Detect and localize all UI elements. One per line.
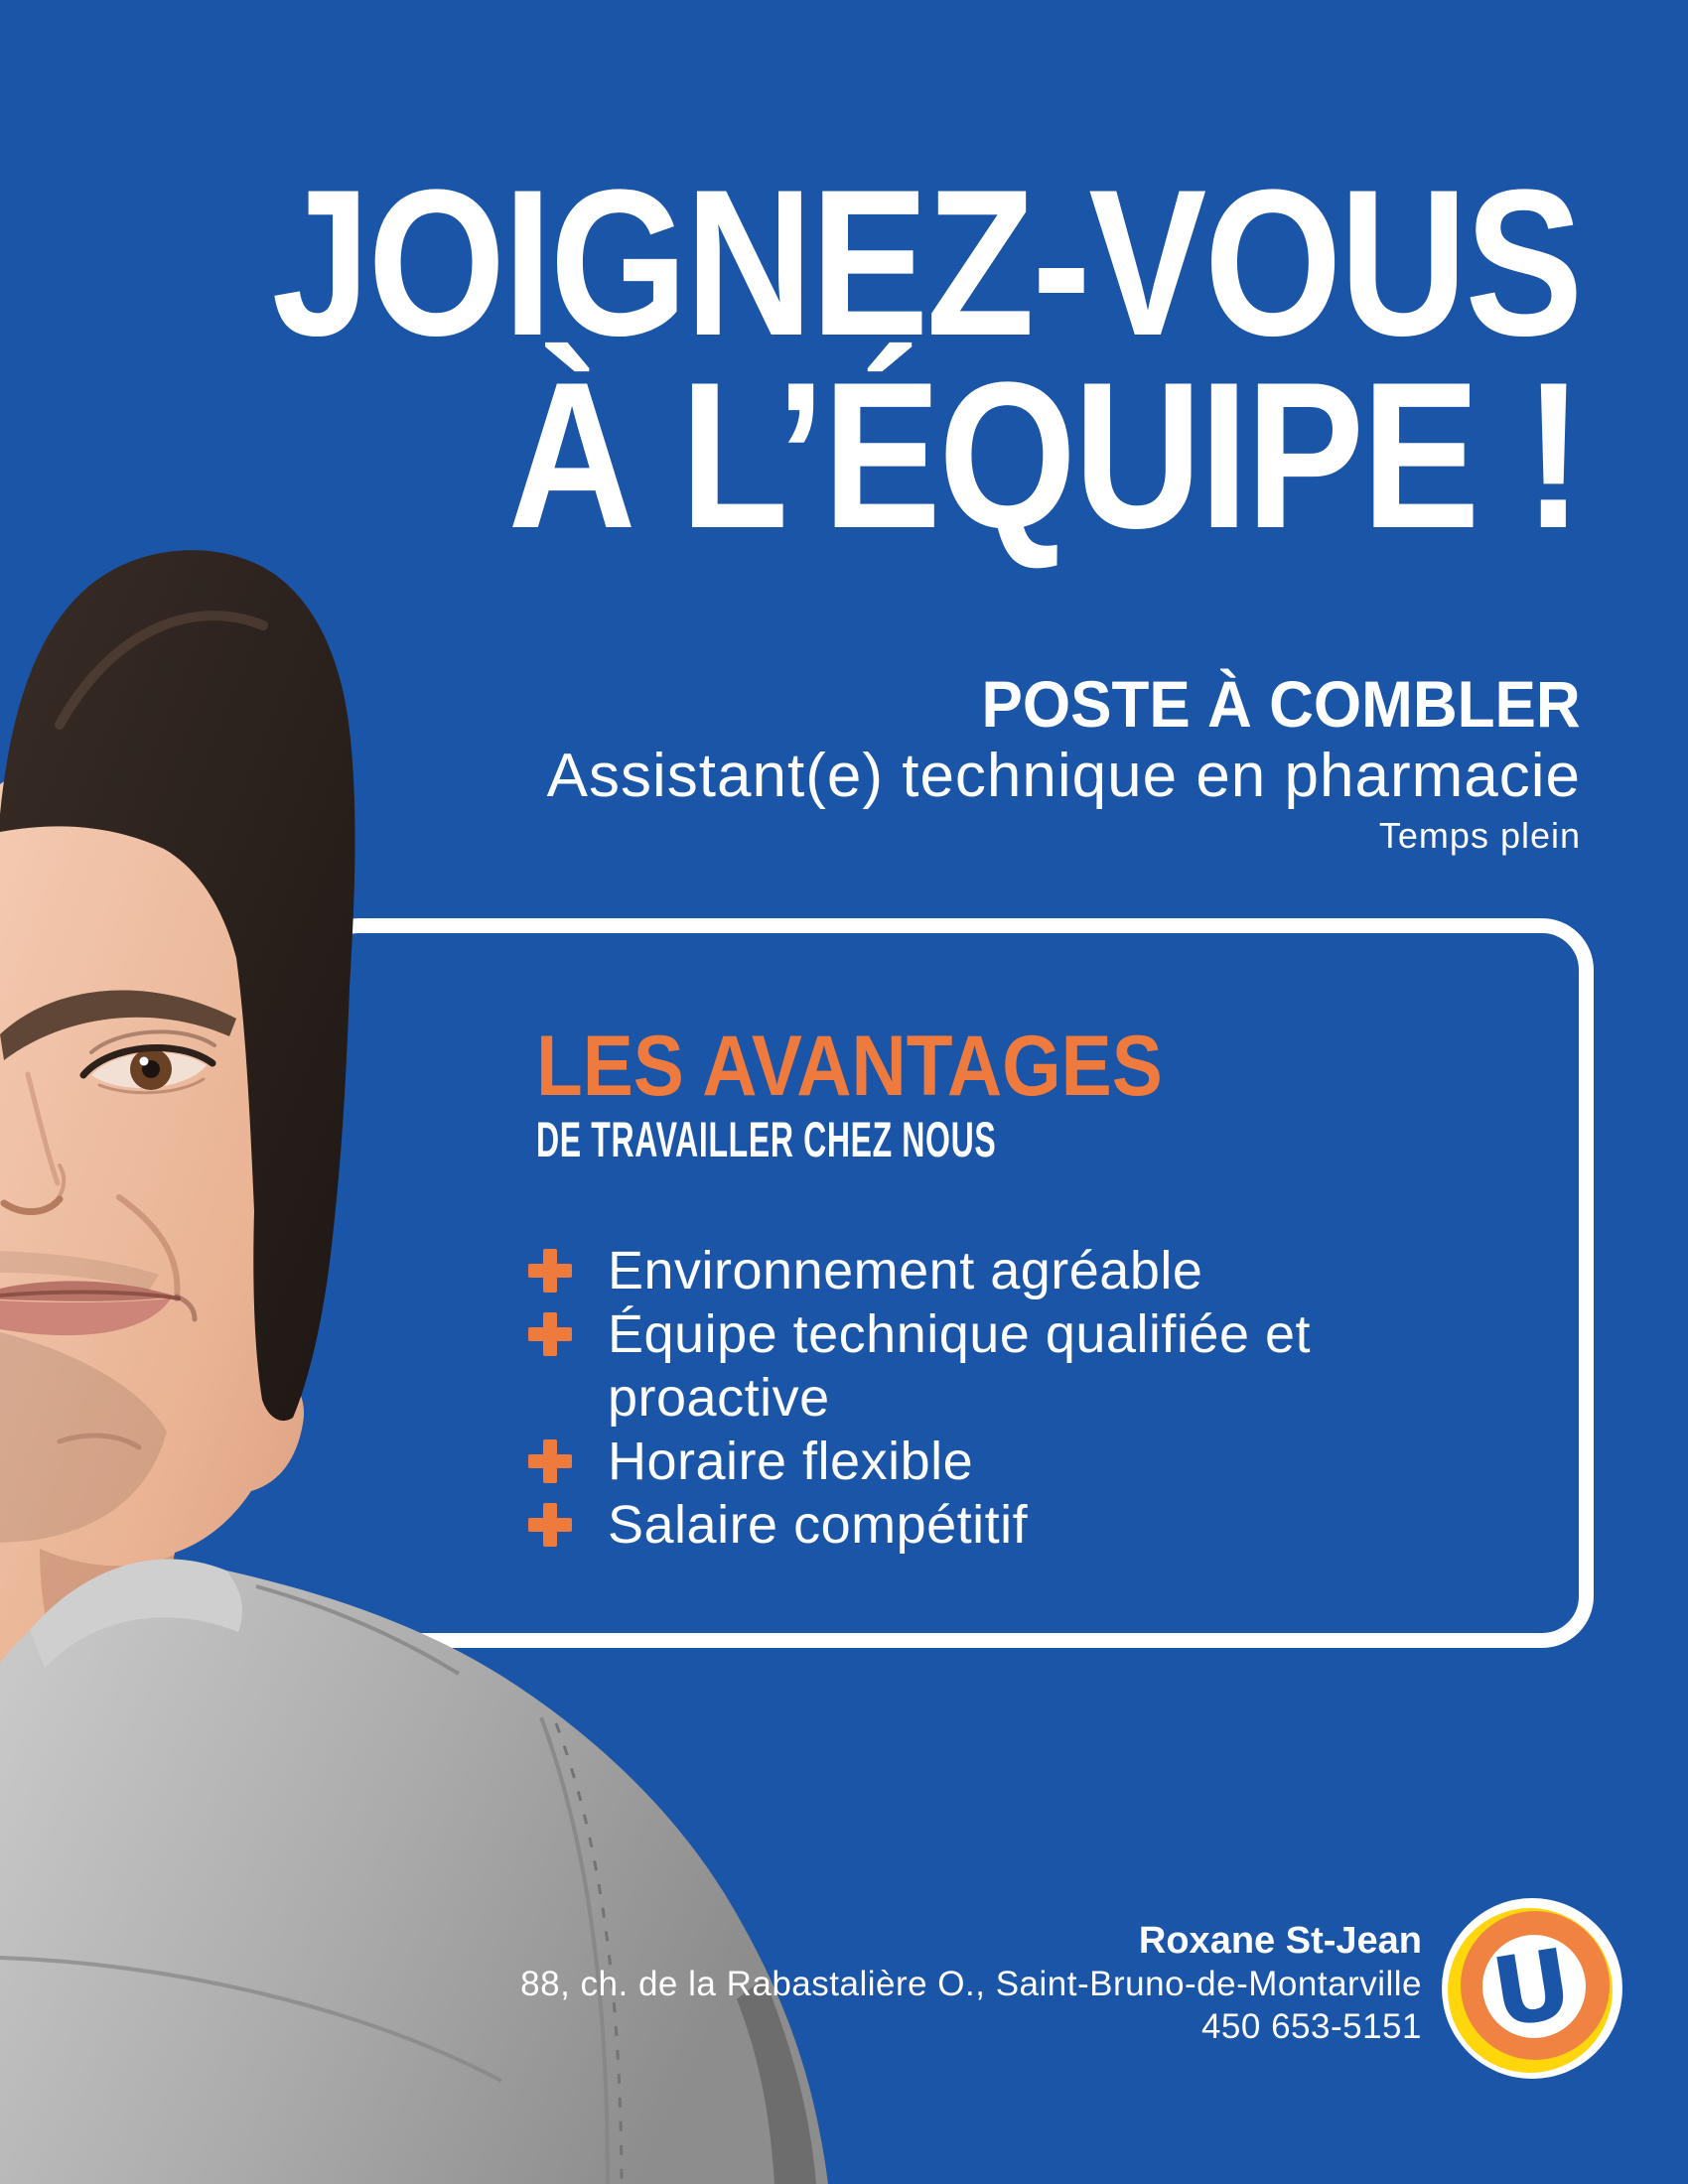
- contact-address: 88, ch. de la Rabastalière O., Saint-Bruno-de-Montarville: [520, 1965, 1422, 2003]
- position-heading: POSTE À COMBLER: [981, 667, 1581, 741]
- position-role: Assistant(e) technique en pharmacie: [546, 742, 1581, 810]
- list-item-label: Salaire compétitif: [608, 1495, 1029, 1555]
- contact-block: [520, 1920, 1422, 2048]
- advantages-heading: LES AVANTAGES: [536, 1019, 1163, 1114]
- advantages-list: [528, 1239, 1427, 1557]
- headline-line1: JOIGNEZ-VOUS: [271, 146, 1581, 379]
- headline: [41, 146, 1581, 572]
- list-item: [528, 1239, 1427, 1302]
- plus-icon: [528, 1249, 572, 1293]
- plus-icon: [528, 1503, 572, 1547]
- position-schedule: Temps plein: [1378, 815, 1581, 856]
- logo-letter: U: [1484, 1927, 1580, 2050]
- list-item: [528, 1430, 1427, 1493]
- plus-icon: [528, 1439, 572, 1483]
- contact-phone: 450 653-5151: [1200, 2007, 1422, 2046]
- list-item-label: Horaire flexible: [608, 1432, 974, 1491]
- list-item-label: Environnement agréable: [608, 1241, 1203, 1300]
- eye-highlight: [140, 1057, 149, 1066]
- list-item-label: Équipe technique qualifiée et proactive: [608, 1304, 1312, 1428]
- uniprix-logo: [1442, 1898, 1622, 2079]
- contact-name: Roxane St-Jean: [1138, 1920, 1422, 1962]
- shirt: [0, 1566, 828, 2184]
- list-item: [528, 1302, 1427, 1430]
- list-item: [528, 1493, 1427, 1557]
- plus-icon: [528, 1312, 572, 1356]
- headline-line2: À L’ÉQUIPE !: [507, 339, 1581, 572]
- advantages-subheading: DE TRAVAILLER CHEZ NOUS: [536, 1112, 997, 1167]
